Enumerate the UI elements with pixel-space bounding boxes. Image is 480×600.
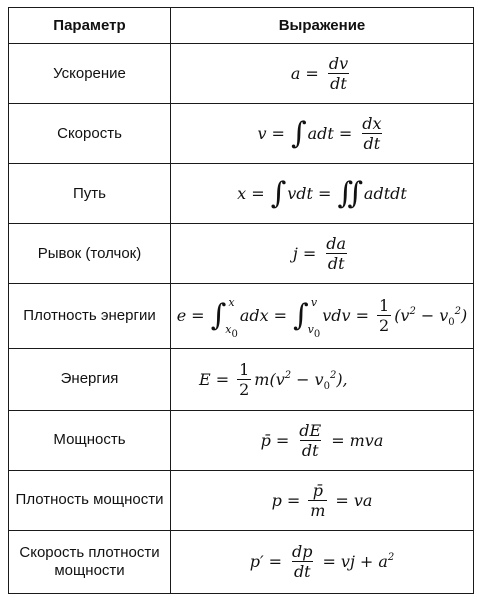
- table-row: [9, 224, 474, 284]
- param-acceleration: Ускорение: [9, 44, 171, 104]
- formula-table: [8, 7, 474, 594]
- fraction: $\frac{1}{2}$: [239, 359, 250, 399]
- param-energy: Энергия: [9, 348, 171, 410]
- fraction: $\frac{dv}{dt}$: [328, 54, 349, 94]
- param-path: Путь: [9, 164, 171, 224]
- expr-var: a: [290, 64, 301, 84]
- param-velocity: Скорость: [9, 104, 171, 164]
- expr-velocity: v = ∫ adt = $\frac{dx}{dt}$: [171, 104, 474, 164]
- table-row: [9, 348, 474, 410]
- expr-path: x = ∫ vdt = ∬ adtdt: [171, 164, 474, 224]
- expr-power: p̄ = $\frac{dE}{dt}$ = mva: [171, 410, 474, 470]
- table-row: [9, 284, 474, 348]
- param-power: Мощность: [9, 410, 171, 470]
- param-jerk: Рывок (толчок): [9, 224, 171, 284]
- expr-power-density: p = $\frac{p̄}{m}$ = va: [171, 470, 474, 530]
- table-row: [9, 44, 474, 104]
- integral-sign: ∫: [270, 175, 287, 211]
- table-header-row: [9, 8, 474, 44]
- fraction: $\frac{1}{2}$: [379, 296, 390, 336]
- header-expr: Выражение: [171, 8, 474, 44]
- table-row: [9, 470, 474, 530]
- expr-energy: E = $\frac{1}{2}$ $m(v^2$ − $v_0^2$ ),: [171, 348, 474, 410]
- header-param: Параметр: [9, 8, 171, 44]
- table-row: [9, 164, 474, 224]
- table-row: [9, 530, 474, 593]
- param-energy-density: Плотность энергии: [9, 284, 171, 348]
- table-row: [9, 104, 474, 164]
- integral-limits: v $v_0$: [307, 295, 321, 340]
- param-power-density-rate: Скорость плотности мощности: [9, 530, 171, 593]
- expr-power-density-rate: p′ = $\frac{dp}{dt}$ = vj + $a^2$: [171, 530, 474, 593]
- integral-sign: ∫: [290, 115, 307, 151]
- integral-sign: ∫: [210, 297, 227, 333]
- fraction: $\frac{da}{dt}$: [326, 234, 347, 274]
- param-power-density: Плотность мощности: [9, 470, 171, 530]
- expr-jerk: j = $\frac{da}{dt}$: [171, 224, 474, 284]
- integral-limits: x $x_0$: [225, 295, 238, 340]
- expr-energy-density: e = ∫ x $x_0$ adx = ∫ v $v_0$ vdv = $\frac{1}{2}$ ($v^2$ − $v_0^2$ ): [171, 284, 474, 348]
- fraction: $\frac{dx}{dt}$: [362, 114, 382, 154]
- expr-acceleration: a = $\frac{dv}{dt}$: [171, 44, 474, 104]
- double-integral-sign: ∬: [337, 175, 363, 211]
- fraction: $\frac{p̄}{m}$: [310, 480, 326, 520]
- table-row: [9, 410, 474, 470]
- fraction: $\frac{dp}{dt}$: [292, 542, 313, 582]
- fraction: $\frac{dE}{dt}$: [299, 420, 322, 460]
- integral-sign: ∫: [293, 297, 309, 333]
